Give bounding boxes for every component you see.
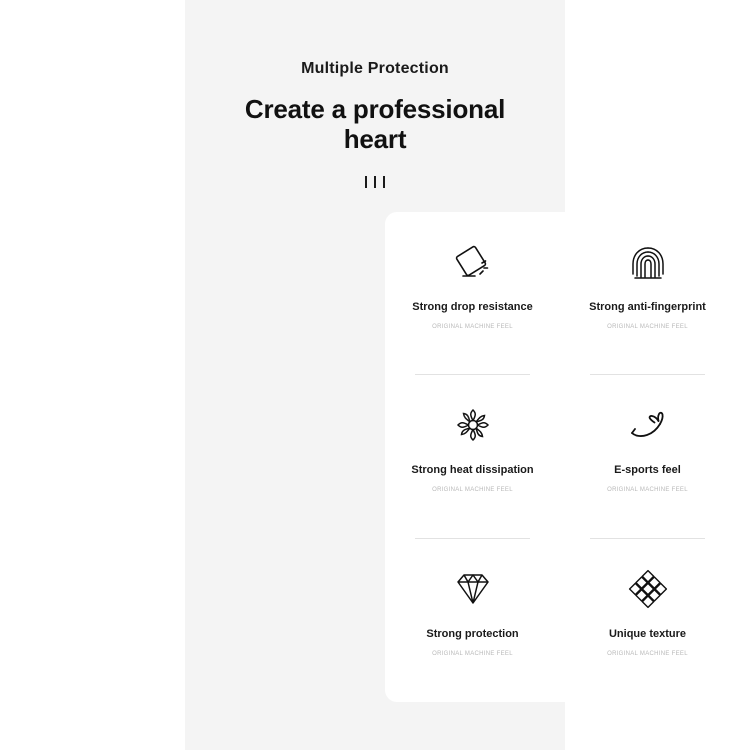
page-header <box>185 0 565 188</box>
content-panel <box>185 0 706 750</box>
feature-item-anti-fingerprint <box>560 212 735 375</box>
feature-title: Unique texture <box>608 627 686 640</box>
feature-title: Strong anti-fingerprint <box>589 301 706 313</box>
feature-item-unique-texture <box>560 539 735 702</box>
page-title: Create a professional heart <box>244 94 506 154</box>
tick-mark <box>365 176 367 188</box>
fingerprint-icon <box>626 238 670 286</box>
drop-resistance-icon <box>449 238 497 286</box>
diamond-icon <box>449 565 497 613</box>
three-ticks-icon <box>185 176 565 188</box>
tick-mark <box>383 176 385 188</box>
heat-dissipation-icon <box>450 401 496 449</box>
feature-subtitle: ORIGINAL MACHINE FEEL <box>607 487 688 494</box>
feature-subtitle: ORIGINAL MACHINE FEEL <box>607 324 688 330</box>
feature-item-esports-feel <box>560 375 735 538</box>
feature-title: Strong drop resistance <box>412 301 533 313</box>
feature-title: Strong protection <box>426 627 519 640</box>
feature-title: E-sports feel <box>614 464 681 477</box>
feature-item-drop-resistance <box>385 212 560 375</box>
tick-mark <box>374 176 376 188</box>
feature-item-heat-dissipation <box>385 375 560 538</box>
feature-title: Strong heat dissipation <box>411 464 534 477</box>
feature-subtitle: ORIGINAL MACHINE FEEL <box>432 487 513 494</box>
feature-item-strong-protection <box>385 539 560 702</box>
feature-subtitle: ORIGINAL MACHINE FEEL <box>432 650 513 657</box>
feature-card <box>385 212 735 702</box>
eyebrow-text: Multiple Protection <box>301 60 449 77</box>
feature-grid <box>385 212 735 702</box>
texture-grid-icon <box>625 565 671 613</box>
hand-gesture-icon <box>623 401 673 449</box>
feature-subtitle: ORIGINAL MACHINE FEEL <box>432 324 513 330</box>
feature-subtitle: ORIGINAL MACHINE FEEL <box>607 650 688 657</box>
